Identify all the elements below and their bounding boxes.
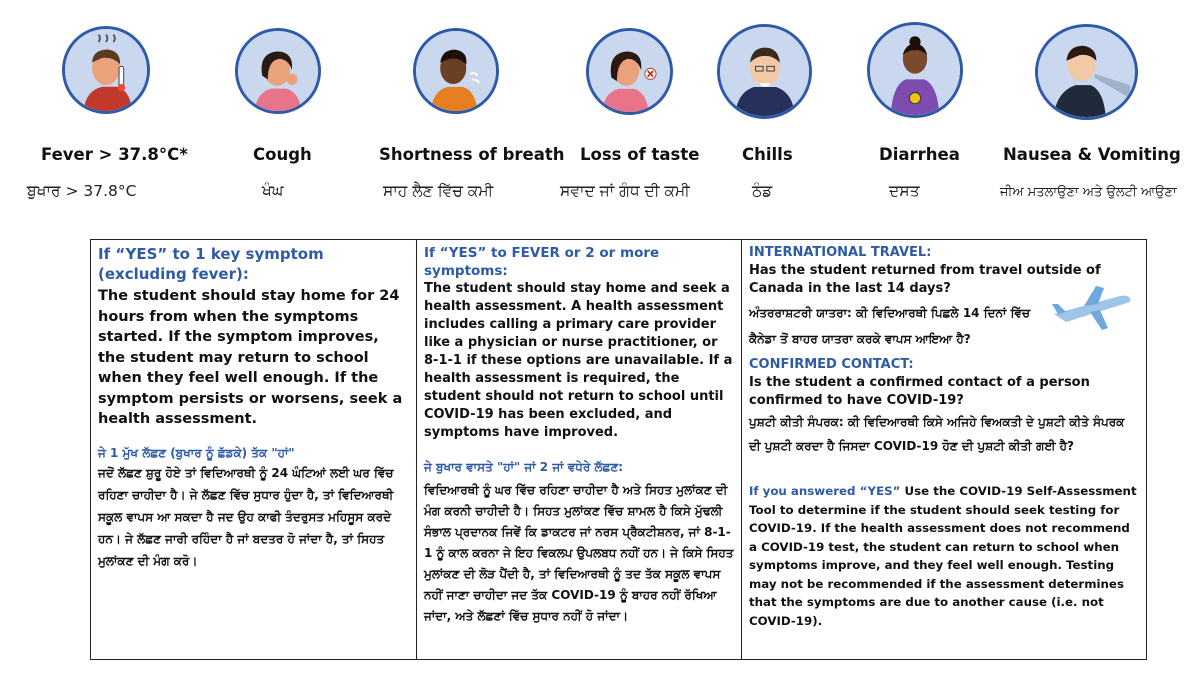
symptom-label-cough: Cough (253, 145, 312, 164)
cough-icon (235, 28, 321, 114)
symptom-pa-nausea-vomiting: ਜੀਅ ਮਤਲਾਉਣਾ ਅਤੇ ਉਲਟੀ ਆਉਣਾ (1000, 185, 1177, 200)
symptom-pa-cough: ਖੰਘ (262, 182, 284, 200)
col2-pa-body: ਵਿਦਿਆਰਥੀ ਨੂੰ ਘਰ ਵਿੱਚ ਰਹਿਣਾ ਚਾਹੀਦਾ ਹੈ ਅਤੇ ਸਿਹਤ ਮੁਲਾਂਕਣ ਦੀ ਮੰਗ ਕਰਨੀ ਚਾਹੀਦੀ ਹੈ। ਸਿਹਤ ਮੁਲਾਂਕਣ ਵਿੱਚ ਸ਼ਾਮਲ ਹੈ ਕਿਸੇ ਮੁੱਢਲੀ ਸੰਭਾਲ ਪ੍ਰਦਾਨਕ ਜਿਵੇਂ ਕਿ ਡਾਕਟਰ ਜਾਂ ਨਰਸ ਪ੍ਰੈਕਟੀਸ਼ਨਰ, ਜਾਂ 8-1-1 ਨੂੰ ਕਾਲ ਕਰਨਾ ਜੇ ਇਹ ਵਿਕਲਪ ਉਪਲਬਧ ਨਹੀਂ ਹਨ। ਜੇ ਕਿਸੇ ਸਿਹਤ ਮੁਲਾਂਕਣ ਦੀ ਲੋੜ ਪੈਂਦੀ ਹੈ, ਤਾਂ ਵਿਦਿਆਰਥੀ ਨੂੰ ਤਦ ਤੱਕ ਸਕੂਲ ਵਾਪਸ ਨਹੀਂ ਜਾਣਾ ਚਾਹੀਦਾ ਜਦ ਤੱਕ COVID-19 ਨੂੰ ਬਾਹਰ ਨਹੀਂ ਰੱਖਿਆ ਜਾਂਦਾ, ਅਤੇ ਲੱਛਣਾਂ ਵਿੱਚ ਸੁਧਾਰ ਨਹੀਂ ਹੋ ਜਾਂਦਾ। (424, 483, 734, 623)
guidance-table (90, 239, 1147, 660)
fever-icon (62, 26, 150, 114)
diarrhea-icon (867, 22, 963, 118)
symptom-pa-fever: ਬੁਖਾਰ > 37.8°C (27, 182, 137, 200)
airplane-icon (1050, 284, 1134, 332)
column-one-key-symptom (91, 240, 417, 659)
symptom-label-nausea-vomiting: Nausea & Vomiting (1003, 145, 1181, 164)
col1-body: The student should stay home for 24 hours from when the symptoms started. If the symptom improves, the student may return to school when they feel well enough. If the symptom persists or worsens, seek a health assessment. (98, 288, 403, 427)
travel-heading: INTERNATIONAL TRAVEL: (749, 245, 932, 260)
travel-question-pa: ਅੰਤਰਰਾਸ਼ਟਰੀ ਯਾਤਰਾ: ਕੀ ਵਿਦਿਆਰਥੀ ਪਿਛਲੇ 14 ਦਿਨਾਂ ਵਿੱਚ ਕੈਨੇਡਾ ਤੋਂ ਬਾਹਰ ਯਾਤਰਾ ਕਰਕੇ ਵਾਪਸ ਆਇਆ ਹੈ? (749, 306, 1031, 346)
symptom-label-shortness-of-breath: Shortness of breath (379, 145, 565, 164)
col2-body: The student should stay home and seek a health assessment. A health assessment includes calling a primary care provider like a physician or nurse practitioner, or 8-1-1 if these options are unavailable. If a health assessment is required, the student should not return to school until COVID-19 has been excluded, and symptoms have improved. (424, 281, 733, 440)
column-travel-contact (742, 240, 1146, 659)
symptom-pa-chills: ਠੰਡ (752, 182, 773, 200)
symptom-label-loss-of-taste: Loss of taste (580, 145, 700, 164)
symptom-label-fever: Fever > 37.8°C* (41, 145, 188, 164)
chills-icon (717, 24, 812, 119)
col1-pa-heading: ਜੇ 1 ਮੁੱਖ ਲੱਛਣ (ਬੁਖਾਰ ਨੂੰ ਛੱਡਕੇ) ਤੱਕ "ਹਾਂ" (98, 445, 295, 460)
contact-question-pa: ਪੁਸ਼ਟੀ ਕੀਤੀ ਸੰਪਰਕ: ਕੀ ਵਿਦਿਆਰਥੀ ਕਿਸੇ ਅਜਿਹੇ ਵਿਅਕਤੀ ਦੇ ਪੁਸ਼ਟੀ ਕੀਤੇ ਸੰਪਰਕ ਦੀ ਪੁਸ਼ਟੀ ਕਰਦਾ ਹੈ ਜਿਸਦਾ COVID-19 ਹੋਣ ਦੀ ਪੁਸ਼ਟੀ ਕੀਤੀ ਗਈ ਹੈ? (749, 415, 1125, 453)
col2-heading: If “YES” to FEVER or 2 or more symptoms: (424, 245, 660, 279)
col1-heading: If “YES” to 1 key symptom (excluding fever): (98, 245, 324, 283)
contact-question: Is the student a confirmed contact of a person confirmed to have COVID-19? (749, 375, 1090, 408)
contact-heading: CONFIRMED CONTACT: (749, 357, 914, 372)
symptom-pa-loss-of-taste: ਸਵਾਦ ਜਾਂ ਗੰਧ ਦੀ ਕਮੀ (560, 182, 690, 200)
symptom-pa-diarrhea: ਦਸਤ (889, 182, 920, 200)
answer-body: Use the COVID-19 Self-Assessment Tool to determine if the student should seek testing for COVID-19. If the health assessment does not recommend a COVID-19 test, the student can return to school when symptoms improve, and they feel well enough. Testing may not be recommended if the assessment determines that the symptoms are due to another cause (i.e. not COVID-19). (749, 484, 1137, 628)
col1-pa-body: ਜਦੋਂ ਲੱਛਣ ਸ਼ੁਰੂ ਹੋਏ ਤਾਂ ਵਿਦਿਆਰਥੀ ਨੂੰ 24 ਘੰਟਿਆਂ ਲਈ ਘਰ ਵਿੱਚ ਰਹਿਣਾ ਚਾਹੀਦਾ ਹੈ। ਜੇ ਲੱਛਣ ਵਿੱਚ ਸੁਧਾਰ ਹੁੰਦਾ ਹੈ, ਤਾਂ ਵਿਦਿਆਰਥੀ ਸਕੂਲ ਵਾਪਸ ਆ ਸਕਦਾ ਹੈ ਜਦ ਉਹ ਕਾਫੀ ਤੰਦਰੁਸਤ ਮਹਿਸੂਸ ਕਰਦੇ ਹਨ। ਜੇ ਲੱਛਣ ਜਾਰੀ ਰਹਿੰਦਾ ਹੈ ਜਾਂ ਬਦਤਰ ਹੋ ਜਾਂਦਾ ਹੈ, ਤਾਂ ਸਿਹਤ ਮੁਲਾਂਕਣ ਦੀ ਮੰਗ ਕਰੋ। (98, 465, 394, 568)
symptom-label-diarrhea: Diarrhea (879, 145, 960, 164)
col2-pa-heading: ਜੇ ਬੁਖਾਰ ਵਾਸਤੇ "ਹਾਂ" ਜਾਂ 2 ਜਾਂ ਵਧੇਰੇ ਲੱਛਣ: (424, 460, 624, 474)
shortness-of-breath-icon (413, 28, 499, 114)
column-fever-or-two-symptoms (417, 240, 742, 659)
symptom-label-chills: Chills (742, 145, 793, 164)
symptom-pa-shortness-of-breath: ਸਾਹ ਲੈਣ ਵਿੱਚ ਕਮੀ (383, 182, 494, 200)
nausea-vomiting-icon (1035, 24, 1138, 120)
travel-question: Has the student returned from travel outside of Canada in the last 14 days? (749, 263, 1101, 296)
answer-instructions (749, 482, 1139, 630)
answer-lead: If you answered “YES” (749, 484, 901, 498)
loss-of-taste-icon (586, 28, 673, 115)
